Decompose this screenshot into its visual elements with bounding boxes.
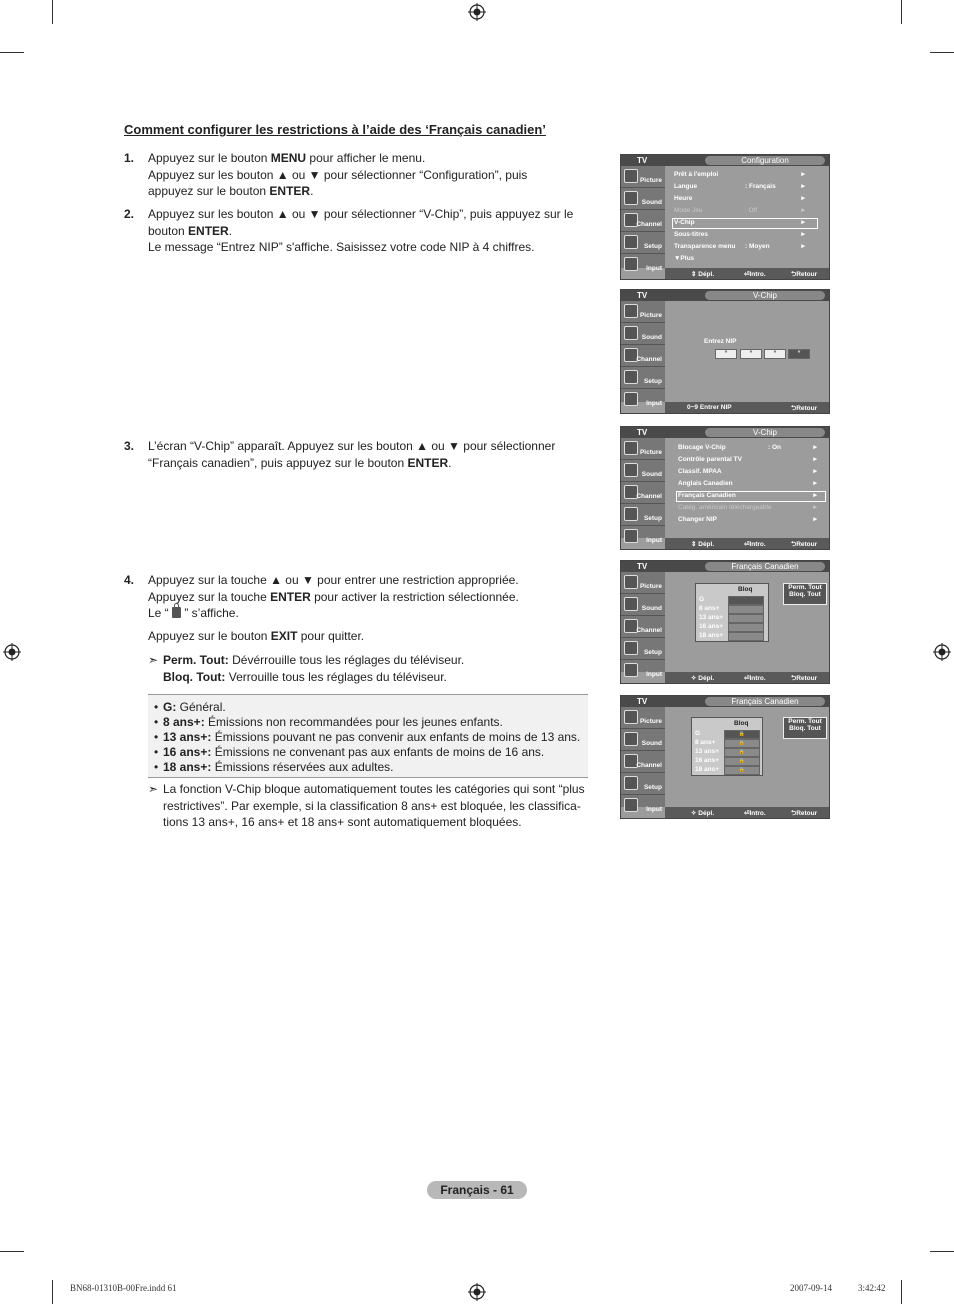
lock-icon[interactable]: 🔒 xyxy=(724,757,760,766)
note-text: restrictives”. Par exemple, si la classification 8 ans+ est bloquée, les classifica- xyxy=(163,798,581,813)
osd-menu-item: Heure ► xyxy=(674,195,807,202)
list-item: • 13 ans+: Émissions pouvant ne pas convenir aux enfants de moins de 13 ans. xyxy=(154,730,581,744)
osd-menu-item: Changer NIP ► xyxy=(678,516,819,523)
list-item: • 8 ans+: Émissions non recommandées pour les jeunes enfants. xyxy=(154,715,503,729)
page-number: Français - 61 xyxy=(427,1181,527,1199)
osd-nav-move: ⇕ Dépl. xyxy=(691,271,715,278)
key-name: ENTER xyxy=(270,589,311,604)
osd-menu-item-selected: Français Canadien ► xyxy=(678,492,819,499)
osd-title: Français Canadien xyxy=(705,562,825,571)
list-item: • 16 ans+: Émissions ne convenant pas aux enfants de moins de 16 ans. xyxy=(154,745,545,759)
step-number: 4. xyxy=(124,573,135,587)
input-icon xyxy=(624,798,638,812)
osd-sidebar: Picture Sound Channel Setup Input xyxy=(621,438,665,538)
lock-icon[interactable]: 🔒 xyxy=(724,766,760,775)
osd-menu-item: Mode Jeu : Off ► xyxy=(674,207,807,214)
osd-title: Français Canadien xyxy=(705,697,825,706)
step-text: ” s’affiche. xyxy=(181,606,239,620)
osd-nav-bar xyxy=(665,807,829,818)
osd-menu-item-selected: V-Chip ► xyxy=(674,219,807,226)
step-number: 1. xyxy=(124,151,135,165)
sound-icon xyxy=(624,326,638,340)
step-text: Appuyez sur le bouton xyxy=(148,628,271,643)
rating-lock-cell[interactable] xyxy=(728,623,764,632)
step-3 xyxy=(124,438,555,471)
step-text: pour quitter. xyxy=(297,628,365,643)
registration-mark-icon xyxy=(3,643,21,661)
osd-title: Configuration xyxy=(705,156,825,165)
rating-table-header: Bloq xyxy=(738,586,753,593)
key-name: ENTER xyxy=(269,184,311,198)
osd-nav-return: ⮌Retour xyxy=(791,271,818,278)
osd-nav-move: ✧ Dépl. xyxy=(691,810,715,817)
osd-tv-label: TV xyxy=(637,156,648,165)
osd-menu-item: ▼Plus xyxy=(674,255,695,262)
osd-nav-enter: ⏎Intro. xyxy=(744,271,766,278)
picture-icon xyxy=(624,575,638,589)
osd-menu-item: Transparence menu : Moyen ► xyxy=(674,243,807,250)
picture-icon xyxy=(624,304,638,318)
step-1 xyxy=(124,150,527,200)
term-text: Dévérrouille tous les réglages du téléviseur. xyxy=(228,653,465,667)
gear-icon xyxy=(624,370,638,384)
term-label: Perm. Tout: xyxy=(163,653,229,667)
note-text: tions 13 ans+, 16 ans+ et 18 ans+ sont automatiquement bloquées. xyxy=(163,815,522,829)
key-name: MENU xyxy=(270,151,307,165)
gear-icon xyxy=(624,235,638,249)
bloq-tout-button[interactable]: Bloq. Tout xyxy=(789,725,821,732)
osd-menu-item: Anglais Canadien ► xyxy=(678,480,819,487)
osd-sidebar: Picture Sound Channel Setup Input xyxy=(621,301,665,402)
osd-sidebar-channel: Channel xyxy=(621,210,665,232)
input-icon xyxy=(624,663,638,677)
osd-tv-label: TV xyxy=(637,428,648,437)
rating-table xyxy=(691,717,763,776)
lock-icon xyxy=(172,607,181,618)
rating-lock-cell[interactable] xyxy=(728,596,764,605)
rating-table-header: Bloq xyxy=(734,720,749,727)
key-name: ENTER xyxy=(188,223,229,238)
pin-digit[interactable]: * xyxy=(764,349,786,359)
sound-icon xyxy=(624,597,638,611)
step-text: . xyxy=(448,455,452,470)
rating-label: 13 ans+ xyxy=(695,748,720,755)
imprint-time: 3:42:42 xyxy=(858,1283,886,1293)
sound-icon xyxy=(624,732,638,746)
osd-nav-bar xyxy=(665,402,829,413)
osd-sidebar-setup: Setup xyxy=(621,232,665,254)
step-text: appuyez sur le bouton xyxy=(148,184,270,198)
picture-icon xyxy=(624,710,638,724)
osd-pin-hint: 0~9 Entrer NIP xyxy=(687,404,732,411)
step-text: bouton xyxy=(148,223,189,238)
rating-label: 13 ans+ xyxy=(699,614,724,621)
osd-title: V-Chip xyxy=(705,291,825,300)
osd-tv-label: TV xyxy=(637,697,648,706)
step-text: Appuyez sur le bouton xyxy=(148,151,271,165)
osd-sidebar-sound: Sound xyxy=(621,188,665,210)
picture-icon xyxy=(624,169,638,183)
key-name: ENTER xyxy=(407,455,449,470)
osd-nav-return: ⮌Retour xyxy=(791,675,818,682)
note-text: La fonction V-Chip bloque automatiquement toutes les catégories qui sont “plus xyxy=(163,782,585,796)
osd-sidebar-picture: Picture xyxy=(621,166,665,188)
rating-label: 16 ans+ xyxy=(695,757,720,764)
step-text: Appuyez sur la touche xyxy=(148,589,271,604)
registration-mark-icon xyxy=(468,3,486,21)
step-text: “Français canadien”, puis appuyez sur le bouton xyxy=(148,455,408,470)
osd-menu-item: Contrôle parental TV ► xyxy=(678,456,819,463)
registration-mark-icon xyxy=(468,1283,486,1301)
osd-nav-bar xyxy=(665,672,829,683)
step-text: . xyxy=(228,223,233,238)
rating-label: 8 ans+ xyxy=(695,739,716,746)
step-2 xyxy=(124,206,573,256)
osd-nav-enter: ⏎Intro. xyxy=(744,810,766,817)
osd-nav-enter: ⏎Intro. xyxy=(744,675,766,682)
osd-screen-fr-canadien-locked xyxy=(620,695,830,819)
osd-screen-pin xyxy=(620,289,830,414)
term-label: Bloq. Tout: xyxy=(163,669,226,684)
osd-screen-vchip xyxy=(620,426,830,550)
osd-nav-move: ⇕ Dépl. xyxy=(691,541,715,548)
perm-bloq-buttons[interactable] xyxy=(783,583,827,605)
bloq-tout-button[interactable]: Bloq. Tout xyxy=(789,591,821,598)
note-perm-bloq xyxy=(148,652,464,685)
sound-icon xyxy=(624,191,638,205)
osd-nav-bar xyxy=(665,538,829,549)
osd-menu-item: Prêt à l'emploi ► xyxy=(674,171,807,178)
step-text: . xyxy=(310,184,314,198)
osd-tv-label: TV xyxy=(637,562,648,571)
osd-menu-item: Sous-titres ► xyxy=(674,231,807,238)
rating-label: 18 ans+ xyxy=(695,766,720,773)
sound-icon xyxy=(624,463,638,477)
osd-nav-bar xyxy=(665,268,829,279)
osd-nav-enter: ⏎Intro. xyxy=(744,541,766,548)
osd-sidebar xyxy=(621,166,665,272)
input-icon xyxy=(624,529,638,543)
step-text: L’écran “V-Chip” apparaît. Appuyez sur les bouton ▲ ou ▼ pour sélectionner xyxy=(148,439,556,453)
osd-screen-configuration xyxy=(620,154,830,280)
rating-label: 16 ans+ xyxy=(699,623,724,630)
note-arrow-icon: ➣ xyxy=(148,782,159,796)
gear-icon xyxy=(624,507,638,521)
note-vchip xyxy=(148,781,585,831)
pin-digit[interactable]: * xyxy=(715,349,737,359)
step-text: pour afficher le menu. xyxy=(306,151,426,165)
input-icon xyxy=(624,257,638,271)
step-number: 3. xyxy=(124,439,135,453)
imprint-date: 2007-09-14 xyxy=(790,1283,832,1293)
osd-screen-fr-canadien xyxy=(620,560,830,684)
osd-menu-item: Catég. américain téléchargeable ► xyxy=(678,504,819,511)
osd-sidebar: Picture Sound Channel Setup Input xyxy=(621,707,665,807)
gear-icon xyxy=(624,641,638,655)
perm-tout-button[interactable]: Perm. Tout xyxy=(788,584,822,591)
ratings-box xyxy=(148,694,588,778)
osd-menu-item: Langue : Français ► xyxy=(674,183,807,190)
pin-digit[interactable]: * xyxy=(740,349,762,359)
rating-lock-cell[interactable] xyxy=(728,632,764,641)
osd-menu-item: Classif. MPAA ► xyxy=(678,468,819,475)
step-text: Le “ xyxy=(148,606,173,620)
perm-bloq-buttons[interactable] xyxy=(783,717,827,739)
rating-label: 18 ans+ xyxy=(699,632,724,639)
term-text: Verrouille tous les réglages du téléviseur. xyxy=(225,669,447,684)
list-item: • 18 ans+: Émissions réservées aux adultes. xyxy=(154,760,394,774)
osd-menu-item: Blocage V-Chip : On ► xyxy=(678,444,819,451)
note-arrow-icon: ➣ xyxy=(148,653,159,667)
imprint-file: BN68-01310B-00Fre.indd 61 xyxy=(70,1283,177,1293)
step-text: Appuyez sur les bouton ▲ ou ▼ pour sélectionner “Configuration”, puis xyxy=(148,167,528,182)
lock-icon[interactable]: 🔒 xyxy=(724,748,760,757)
osd-sidebar-input: Input xyxy=(621,254,665,275)
lock-icon[interactable]: 🔒 xyxy=(724,730,760,739)
osd-title: V-Chip xyxy=(705,428,825,437)
osd-nav-return: ⮌Retour xyxy=(791,541,818,548)
rating-lock-cell[interactable] xyxy=(728,614,764,623)
input-icon xyxy=(624,392,638,406)
rating-table xyxy=(695,583,769,642)
osd-sidebar: Picture Sound Channel Setup Input xyxy=(621,572,665,672)
perm-tout-button[interactable]: Perm. Tout xyxy=(788,718,822,725)
osd-tv-label: TV xyxy=(637,291,648,300)
rating-label: 8 ans+ xyxy=(699,605,720,612)
step-4 xyxy=(124,572,519,644)
osd-nav-return: ⮌Retour xyxy=(791,405,818,412)
step-text: pour activer la restriction sélectionnée. xyxy=(310,589,519,604)
rating-label: G xyxy=(699,596,705,603)
rating-lock-cell[interactable] xyxy=(728,605,764,614)
gear-icon xyxy=(624,776,638,790)
lock-icon[interactable]: 🔒 xyxy=(724,739,760,748)
rating-label: G xyxy=(695,730,701,737)
step-text: Appuyez sur la touche ▲ ou ▼ pour entrer une restriction appropriée. xyxy=(148,573,519,587)
step-text: Le message “Entrez NIP” s'affiche. Saisissez votre code NIP à 4 chiffres. xyxy=(148,240,535,254)
registration-mark-icon xyxy=(933,643,951,661)
list-item: • G: Général. xyxy=(154,700,226,714)
section-title: Comment configurer les restrictions à l’aide des ‘Français canadien’ xyxy=(124,122,546,137)
picture-icon xyxy=(624,441,638,455)
step-text: Appuyez sur les bouton ▲ ou ▼ pour sélectionner “V-Chip”, puis appuyez sur le xyxy=(148,207,574,221)
step-number: 2. xyxy=(124,207,135,221)
osd-nav-return: ⮌Retour xyxy=(791,810,818,817)
pin-digit-active[interactable]: * xyxy=(788,349,810,359)
key-name: EXIT xyxy=(270,628,298,643)
osd-pin-prompt: Entrez NIP xyxy=(704,338,737,345)
osd-nav-move: ✧ Dépl. xyxy=(691,675,715,682)
